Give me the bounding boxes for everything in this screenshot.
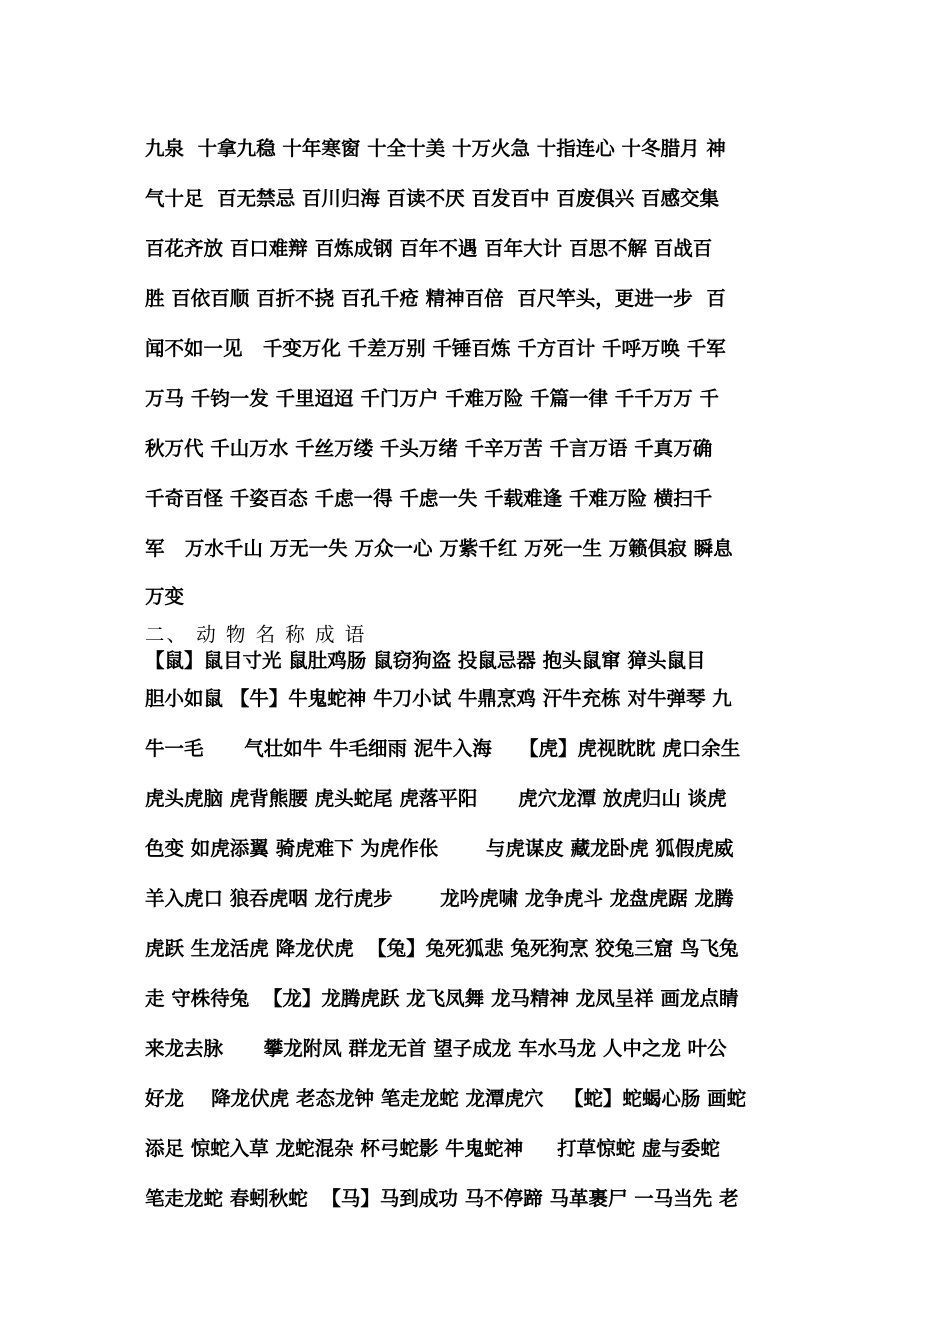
text-line: 军 万水千山 万无一失 万众一心 万紫千红 万死一生 万籁俱寂 瞬息	[145, 537, 733, 560]
text-line: 九泉 十拿九稳 十年寒窗 十全十美 十万火急 十指连心 十冬腊月 神	[145, 137, 726, 160]
text-line: 气十足 百无禁忌 百川归海 百读不厌 百发百中 百废俱兴 百感交集	[145, 187, 720, 210]
text-line: 来龙去脉 攀龙附凤 群龙无首 望子成龙 车水马龙 人中之龙 叶公	[145, 1037, 727, 1060]
text-line: 千奇百怪 千姿百态 千虑一得 千虑一失 千载难逢 千难万险 横扫千	[145, 487, 713, 510]
text-line: 羊入虎口 狼吞虎咽 龙行虎步 龙吟虎啸 龙争虎斗 龙盘虎踞 龙腾	[145, 887, 734, 910]
text-line: 【鼠】鼠目寸光 鼠肚鸡肠 鼠窃狗盗 投鼠忌器 抱头鼠窜 獐头鼠目	[145, 649, 706, 672]
text-line: 色变 如虎添翼 骑虎难下 为虎作伥 与虎谋皮 藏龙卧虎 狐假虎威	[145, 837, 734, 860]
text-line: 闻不如一见 千变万化 千差万别 千锤百炼 千方百计 千呼万唤 千军	[145, 337, 726, 360]
text-line: 虎跃 生龙活虎 降龙伏虎 【兔】兔死狐悲 兔死狗烹 狡兔三窟 鸟飞兔	[145, 937, 739, 960]
section-heading-animal-idioms: 二、 动 物 名 称 成 语	[145, 623, 367, 646]
text-line: 虎头虎脑 虎背熊腰 虎头蛇尾 虎落平阳 虎穴龙潭 放虎归山 谈虎	[145, 787, 727, 810]
text-line: 万变	[145, 585, 185, 608]
text-line: 胜 百依百顺 百折不挠 百孔千疮 精神百倍 百尺竿头，更进一步 百	[145, 287, 726, 310]
text-line: 笔走龙蛇 春蚓秋蛇 【马】马到成功 马不停蹄 马革裹尸 一马当先 老	[145, 1187, 739, 1210]
text-line: 胆小如鼠 【牛】牛鬼蛇神 牛刀小试 牛鼎烹鸡 汗牛充栋 对牛弹琴 九	[145, 687, 732, 710]
text-line: 好龙 降龙伏虎 老态龙钟 笔走龙蛇 龙潭虎穴 【蛇】蛇蝎心肠 画蛇	[145, 1087, 747, 1110]
text-line: 牛一毛 气壮如牛 牛毛细雨 泥牛入海 【虎】虎视眈眈 虎口余生	[145, 737, 741, 760]
text-line: 秋万代 千山万水 千丝万缕 千头万绪 千辛万苦 千言万语 千真万确	[145, 437, 713, 460]
text-line: 走 守株待兔 【龙】龙腾虎跃 龙飞凤舞 龙马精神 龙凤呈祥 画龙点睛	[145, 987, 739, 1010]
text-line: 百花齐放 百口难辩 百炼成钢 百年不遇 百年大计 百思不解 百战百	[145, 237, 713, 260]
text-line: 万马 千钧一发 千里迢迢 千门万户 千难万险 千篇一律 千千万万 千	[145, 387, 720, 410]
text-line: 添足 惊蛇入草 龙蛇混杂 杯弓蛇影 牛鬼蛇神 打草惊蛇 虚与委蛇	[145, 1137, 720, 1160]
